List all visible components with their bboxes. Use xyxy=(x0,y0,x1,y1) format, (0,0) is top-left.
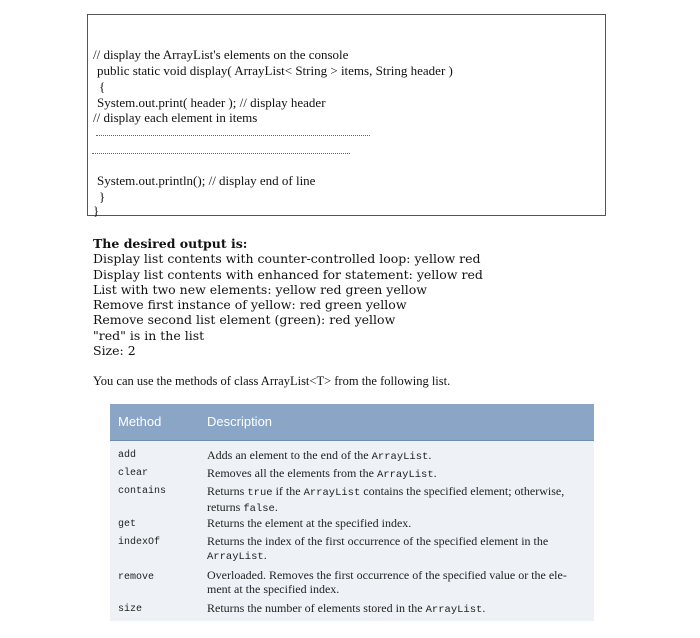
output-line: Display list contents with enhanced for statement: yellow red xyxy=(93,266,483,282)
code-comment-display: // display the ArrayList's elements on the console xyxy=(93,47,349,62)
method-name: add xyxy=(118,450,137,461)
method-description: Returns the number of elements stored in the ArrayList. xyxy=(207,601,486,616)
blank-line-2 xyxy=(92,153,350,154)
header-method: Method xyxy=(118,414,162,429)
code-comment-each: // display each element in items xyxy=(93,110,258,125)
method-name: clear xyxy=(118,468,149,479)
method-description: Returns true if the ArrayList contains the specified element; otherwise, returns false. xyxy=(207,484,565,515)
methods-table xyxy=(110,404,594,621)
output-line: List with two new elements: yellow red green yellow xyxy=(93,281,427,297)
output-line: "red" is in the list xyxy=(93,327,205,343)
code-close-brace-1: } xyxy=(99,189,106,204)
method-description: Returns the index of the first occurrence of the specified element in the ArrayList. xyxy=(207,534,549,563)
method-description: Adds an element to the end of the ArrayList. xyxy=(207,448,432,463)
method-name: get xyxy=(118,519,137,530)
code-println: System.out.println(); // display end of line xyxy=(97,173,316,188)
code-method-signature: public static void display( ArrayList< String > items, String header ) xyxy=(97,63,453,78)
table-header xyxy=(110,404,594,441)
code-open-brace: { xyxy=(99,79,106,94)
method-name: contains xyxy=(118,486,167,497)
method-name: size xyxy=(118,604,143,615)
method-name: indexOf xyxy=(118,537,161,548)
output-line: Remove first instance of yellow: red green yellow xyxy=(93,297,407,313)
output-line: Display list contents with counter-controlled loop: yellow red xyxy=(93,251,481,267)
method-description: Overloaded. Removes the first occurrence of the specified value or the ele- ment at the specified index. xyxy=(207,568,567,596)
code-print-header: System.out.print( header ); // display header xyxy=(97,95,326,110)
output-line: Size: 2 xyxy=(93,343,136,359)
method-name: remove xyxy=(118,572,155,583)
output-line: Remove second list element (green): red yellow xyxy=(93,312,396,328)
method-description: Removes all the elements from the ArrayList. xyxy=(207,466,437,481)
blank-line-1 xyxy=(96,135,370,136)
methods-intro: You can use the methods of class ArrayList<T> from the following list. xyxy=(93,374,451,388)
desired-output xyxy=(93,236,483,358)
header-description: Description xyxy=(207,414,273,429)
output-heading: The desired output is: xyxy=(93,236,248,251)
code-box xyxy=(87,14,606,216)
code-close-brace-2: } xyxy=(93,203,100,218)
method-description: Returns the element at the specified index. xyxy=(207,516,412,530)
